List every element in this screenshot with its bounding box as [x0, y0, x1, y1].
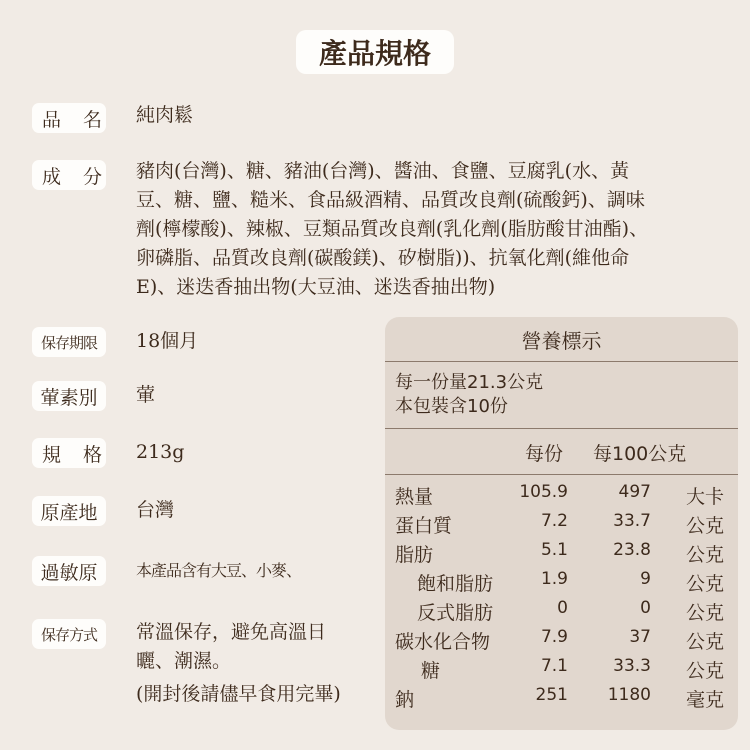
- value-shelf-life: 18個月: [136, 330, 199, 352]
- per-100g-value: 33.3: [613, 656, 651, 676]
- label-storage: 保存方式: [32, 619, 106, 649]
- nutrition-row-energy: [385, 482, 738, 511]
- label-allergen: 過敏原: [32, 556, 106, 586]
- per-serving-value: 0: [557, 598, 568, 618]
- per-serving-value: 105.9: [519, 482, 568, 502]
- nutrient-unit: 大卡: [685, 486, 724, 508]
- per-100g-value: 9: [640, 569, 651, 589]
- label-size: [32, 438, 125, 468]
- nutrient-unit: 公克: [685, 631, 724, 653]
- nutrient-unit: 公克: [685, 544, 724, 566]
- nutrition-row-trans-fat: [385, 598, 738, 627]
- label-vegetarian: 葷素別: [32, 381, 106, 411]
- per-serving-value: 5.1: [540, 540, 568, 560]
- servings-per-package: 本包裝含10份: [395, 396, 508, 417]
- nutrition-title: 營養標示: [521, 328, 602, 353]
- ingredients-line: 豬肉(台灣)、糖、豬油(台灣)、醬油、食鹽、豆腐乳(水、黃: [136, 160, 630, 182]
- ingredients-line: 劑(檸檬酸)、辣椒、豆類品質改良劑(乳化劑(脂肪酸甘油酯)、: [136, 218, 649, 240]
- ingredients-line: 豆、糖、鹽、糙米、食品級酒精、品質改良劑(硫酸鈣)、調味: [136, 189, 645, 211]
- per-100g-value: 23.8: [613, 540, 651, 560]
- nutrition-serving: [395, 371, 543, 419]
- per-serving-value: 251: [535, 685, 568, 705]
- ingredients-line: 卵磷脂、品質改良劑(碳酸鎂)、矽樹脂))、抗氧化劑(維他命: [136, 247, 630, 269]
- label-origin: 原產地: [32, 496, 106, 526]
- nutrition-divider: [385, 361, 738, 362]
- label-ingredients-text: 成分: [42, 165, 125, 188]
- nutrient-unit: 公克: [685, 573, 724, 595]
- nutrient-unit: 公克: [685, 515, 724, 537]
- value-ingredients: [136, 157, 696, 302]
- nutrient-name: 糖: [421, 660, 441, 682]
- nutrient-name: 反式脂肪: [417, 602, 494, 624]
- label-shelf-life: 保存期限: [32, 327, 106, 357]
- label-name-text: 品名: [42, 108, 125, 131]
- col-header-per-100g: 每100公克: [593, 443, 687, 465]
- storage-line: 常溫保存，避免高溫日: [136, 621, 327, 643]
- nutrient-name: 蛋白質: [395, 515, 453, 537]
- per-100g-value: 497: [618, 482, 651, 502]
- per-100g-value: 37: [629, 627, 651, 647]
- nutrition-divider: [385, 474, 738, 475]
- nutrition-row-saturated-fat: [385, 569, 738, 598]
- per-100g-value: 0: [640, 598, 651, 618]
- nutrient-name: 飽和脂肪: [417, 573, 494, 595]
- value-vegetarian: 葷: [136, 384, 156, 406]
- value-size: 213g: [136, 441, 185, 463]
- label-ingredients: [32, 160, 125, 190]
- nutrition-row-sodium: [385, 685, 738, 714]
- nutrient-name: 鈉: [395, 689, 415, 711]
- nutrition-divider: [385, 428, 738, 429]
- value-allergen: 本產品含有大豆、小麥、: [136, 561, 302, 580]
- nutrient-unit: 公克: [685, 602, 724, 624]
- nutrition-row-fat: [385, 540, 738, 569]
- serving-size: 每一份量21.3公克: [395, 372, 544, 393]
- value-storage: [136, 618, 376, 709]
- value-name: 純肉鬆: [136, 104, 194, 126]
- per-serving-value: 1.9: [540, 569, 568, 589]
- per-serving-value: 7.9: [540, 627, 568, 647]
- per-serving-value: 7.1: [540, 656, 568, 676]
- nutrition-row-carbohydrate: [385, 627, 738, 656]
- value-origin: 台灣: [136, 499, 175, 521]
- ingredients-line: E)、迷迭香抽出物(大豆油、迷迭香抽出物): [136, 276, 496, 298]
- label-size-text: 規格: [42, 443, 125, 466]
- per-100g-value: 1180: [607, 685, 651, 705]
- nutrient-name: 脂肪: [395, 544, 434, 566]
- nutrient-unit: 毫克: [685, 689, 724, 711]
- label-name: [32, 103, 125, 133]
- nutrition-panel: [385, 317, 738, 730]
- per-serving-value: 7.2: [540, 511, 568, 531]
- nutrient-unit: 公克: [685, 660, 724, 682]
- nutrient-name: 碳水化合物: [395, 631, 491, 653]
- nutrition-row-protein: [385, 511, 738, 540]
- page-title: 產品規格: [296, 30, 454, 74]
- storage-line: 曬、潮濕。: [136, 650, 232, 672]
- storage-line: (開封後請儘早食用完畢): [136, 683, 341, 705]
- nutrient-name: 熱量: [395, 486, 434, 508]
- nutrition-row-sugar: [385, 656, 738, 685]
- per-100g-value: 33.7: [613, 511, 651, 531]
- col-header-per-serving: 每份: [525, 443, 564, 465]
